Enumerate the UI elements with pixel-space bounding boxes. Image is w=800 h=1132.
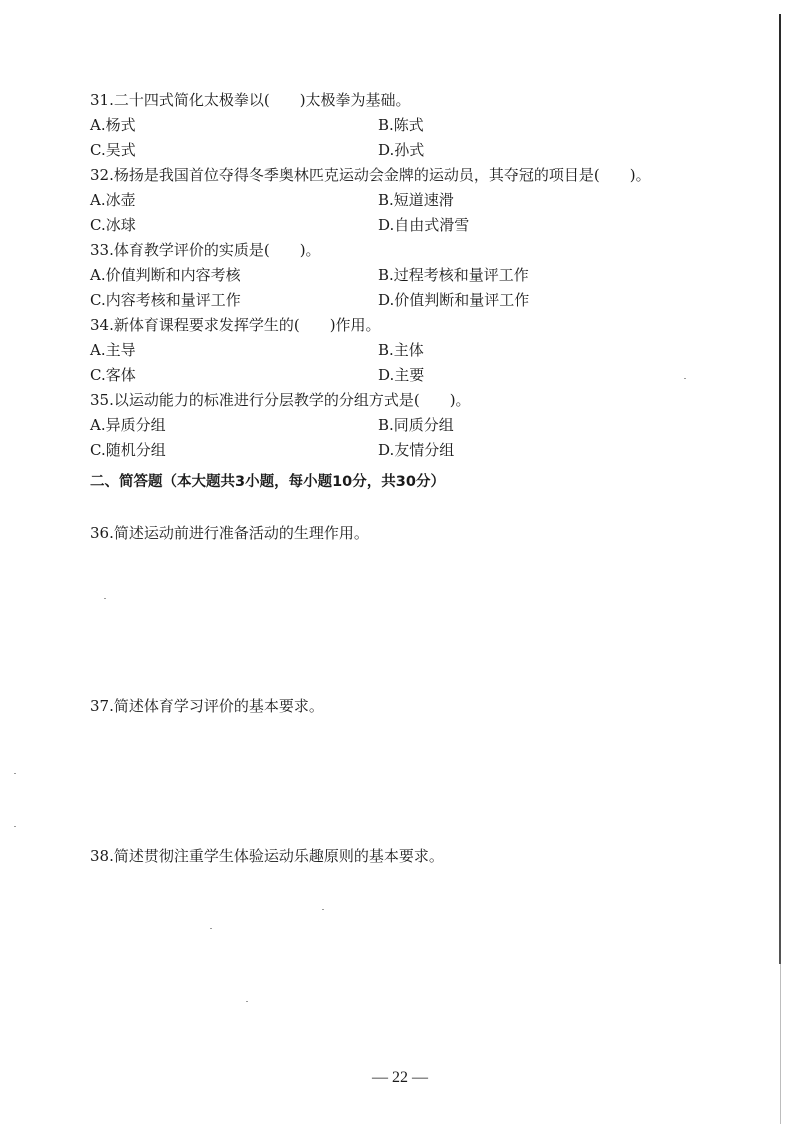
- option-b: B.短道速滑: [378, 191, 454, 209]
- option-c: C.冰球: [90, 216, 136, 234]
- option-a: A.异质分组: [90, 416, 166, 434]
- option-c: C.吴式: [90, 141, 136, 159]
- option-d: D.友情分组: [378, 441, 455, 459]
- options-row: [90, 138, 730, 163]
- options-row: [90, 288, 730, 313]
- option-b: B.同质分组: [378, 416, 454, 434]
- options-row: [90, 188, 730, 213]
- options-row: [90, 338, 730, 363]
- page-number: — 22 —: [372, 1069, 428, 1086]
- scan-speck: [14, 773, 16, 774]
- question-37: 37.简述体育学习评价的基本要求。: [90, 697, 324, 715]
- question-31: 31.二十四式简化太极拳以( )太极拳为基础。: [90, 91, 411, 109]
- question-36: 36.简述运动前进行准备活动的生理作用。: [90, 524, 369, 542]
- options-row: [90, 113, 730, 138]
- option-d: D.自由式滑雪: [378, 216, 470, 234]
- options-row: [90, 213, 730, 238]
- option-b: B.过程考核和量评工作: [378, 266, 529, 284]
- scan-speck: [246, 1001, 248, 1002]
- option-d: D.主要: [378, 366, 425, 384]
- option-b: B.主体: [378, 341, 424, 359]
- question-33: 33.体育教学评价的实质是( )。: [90, 241, 321, 259]
- question-35: 35.以运动能力的标准进行分层教学的分组方式是( )。: [90, 391, 471, 409]
- section-title: 二、简答题（本大题共3小题，每小题10分，共30分）: [90, 474, 445, 490]
- page-edge-line-lower: [780, 964, 781, 1124]
- question-32: 32.杨扬是我国首位夺得冬季奥林匹克运动会金牌的运动员，其夺冠的项目是( )。: [90, 166, 651, 184]
- option-c: C.客体: [90, 366, 136, 384]
- question-38: 38.简述贯彻注重学生体验运动乐趣原则的基本要求。: [90, 847, 444, 865]
- option-c: C.随机分组: [90, 441, 166, 459]
- option-b: B.陈式: [378, 116, 424, 134]
- option-a: A.主导: [90, 341, 136, 359]
- scan-speck: [104, 598, 106, 599]
- question-34: 34.新体育课程要求发挥学生的( )作用。: [90, 316, 381, 334]
- options-row: [90, 363, 730, 388]
- scan-speck: [684, 378, 686, 379]
- options-row: [90, 438, 730, 463]
- scan-speck: [14, 826, 16, 827]
- option-a: A.冰壶: [90, 191, 136, 209]
- scan-speck: [322, 909, 324, 910]
- page-edge-line: [779, 14, 781, 964]
- options-row: [90, 263, 730, 288]
- scan-speck: [210, 928, 212, 929]
- option-a: A.杨式: [90, 116, 136, 134]
- option-c: C.内容考核和量评工作: [90, 291, 241, 309]
- multiple-choice-section: [90, 88, 730, 495]
- option-d: D.孙式: [378, 141, 425, 159]
- options-row: [90, 413, 730, 438]
- option-d: D.价值判断和量评工作: [378, 291, 530, 309]
- option-a: A.价值判断和内容考核: [90, 266, 241, 284]
